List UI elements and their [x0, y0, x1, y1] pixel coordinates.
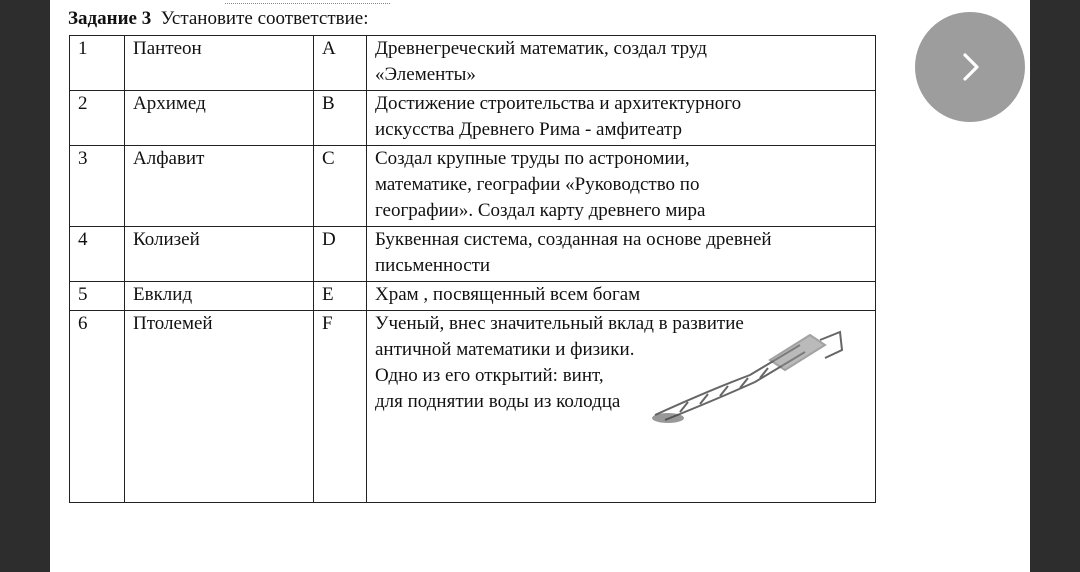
row-letter: A [314, 36, 367, 91]
row-number: 3 [70, 146, 125, 227]
row-description [367, 36, 876, 91]
row-number: 2 [70, 91, 125, 146]
row-term: Евклид [125, 282, 314, 311]
description-line: античной математики и физики. [375, 339, 635, 360]
dotted-line [225, 0, 390, 4]
next-page-button[interactable] [915, 12, 1025, 122]
description-line: Храм , посвященный всем богам [375, 284, 641, 305]
description-line: Создал крупные труды по астрономии, [375, 148, 690, 169]
row-term: Пантеон [125, 36, 314, 91]
row-number: 5 [70, 282, 125, 311]
row-description [367, 91, 876, 146]
row-term: Колизей [125, 227, 314, 282]
description-line: географии». Создал карту древнего мира [375, 200, 706, 221]
description-line: искусства Древнего Рима - амфитеатр [375, 119, 682, 140]
task-instruction: Установите соответствие: [160, 8, 369, 29]
row-letter: D [314, 227, 367, 282]
description-line: Ученый, внес значительный вклад в развитие [375, 313, 744, 334]
table-row [70, 91, 876, 146]
description-line: Одно из его открытий: винт, [375, 365, 604, 386]
row-number: 1 [70, 36, 125, 91]
row-letter: F [314, 311, 367, 503]
row-letter: C [314, 146, 367, 227]
table-row [70, 227, 876, 282]
table-row [70, 282, 876, 311]
task-heading [68, 8, 369, 30]
description-line: «Элементы» [375, 64, 476, 85]
row-number: 4 [70, 227, 125, 282]
row-term: Архимед [125, 91, 314, 146]
row-letter: B [314, 91, 367, 146]
row-letter: E [314, 282, 367, 311]
row-number: 6 [70, 311, 125, 503]
row-term: Птолемей [125, 311, 314, 503]
matching-table [69, 35, 876, 503]
description-line: для поднятии воды из колодца [375, 391, 621, 412]
description-line: математике, географии «Руководство по [375, 174, 700, 195]
row-term: Алфавит [125, 146, 314, 227]
description-line: письменности [375, 255, 491, 276]
table-row [70, 36, 876, 91]
chevron-right-icon [954, 51, 986, 83]
row-description [367, 146, 876, 227]
archimedes-screw-illustration [650, 320, 845, 425]
row-description [367, 227, 876, 282]
description-line: Древнегреческий математик, создал труд [375, 38, 707, 59]
description-line: Достижение строительства и архитектурного [375, 93, 742, 114]
description-line: Буквенная система, созданная на основе древней [375, 229, 772, 250]
row-description [367, 282, 876, 311]
table-row [70, 146, 876, 227]
task-title: Задание 3 [68, 8, 152, 29]
